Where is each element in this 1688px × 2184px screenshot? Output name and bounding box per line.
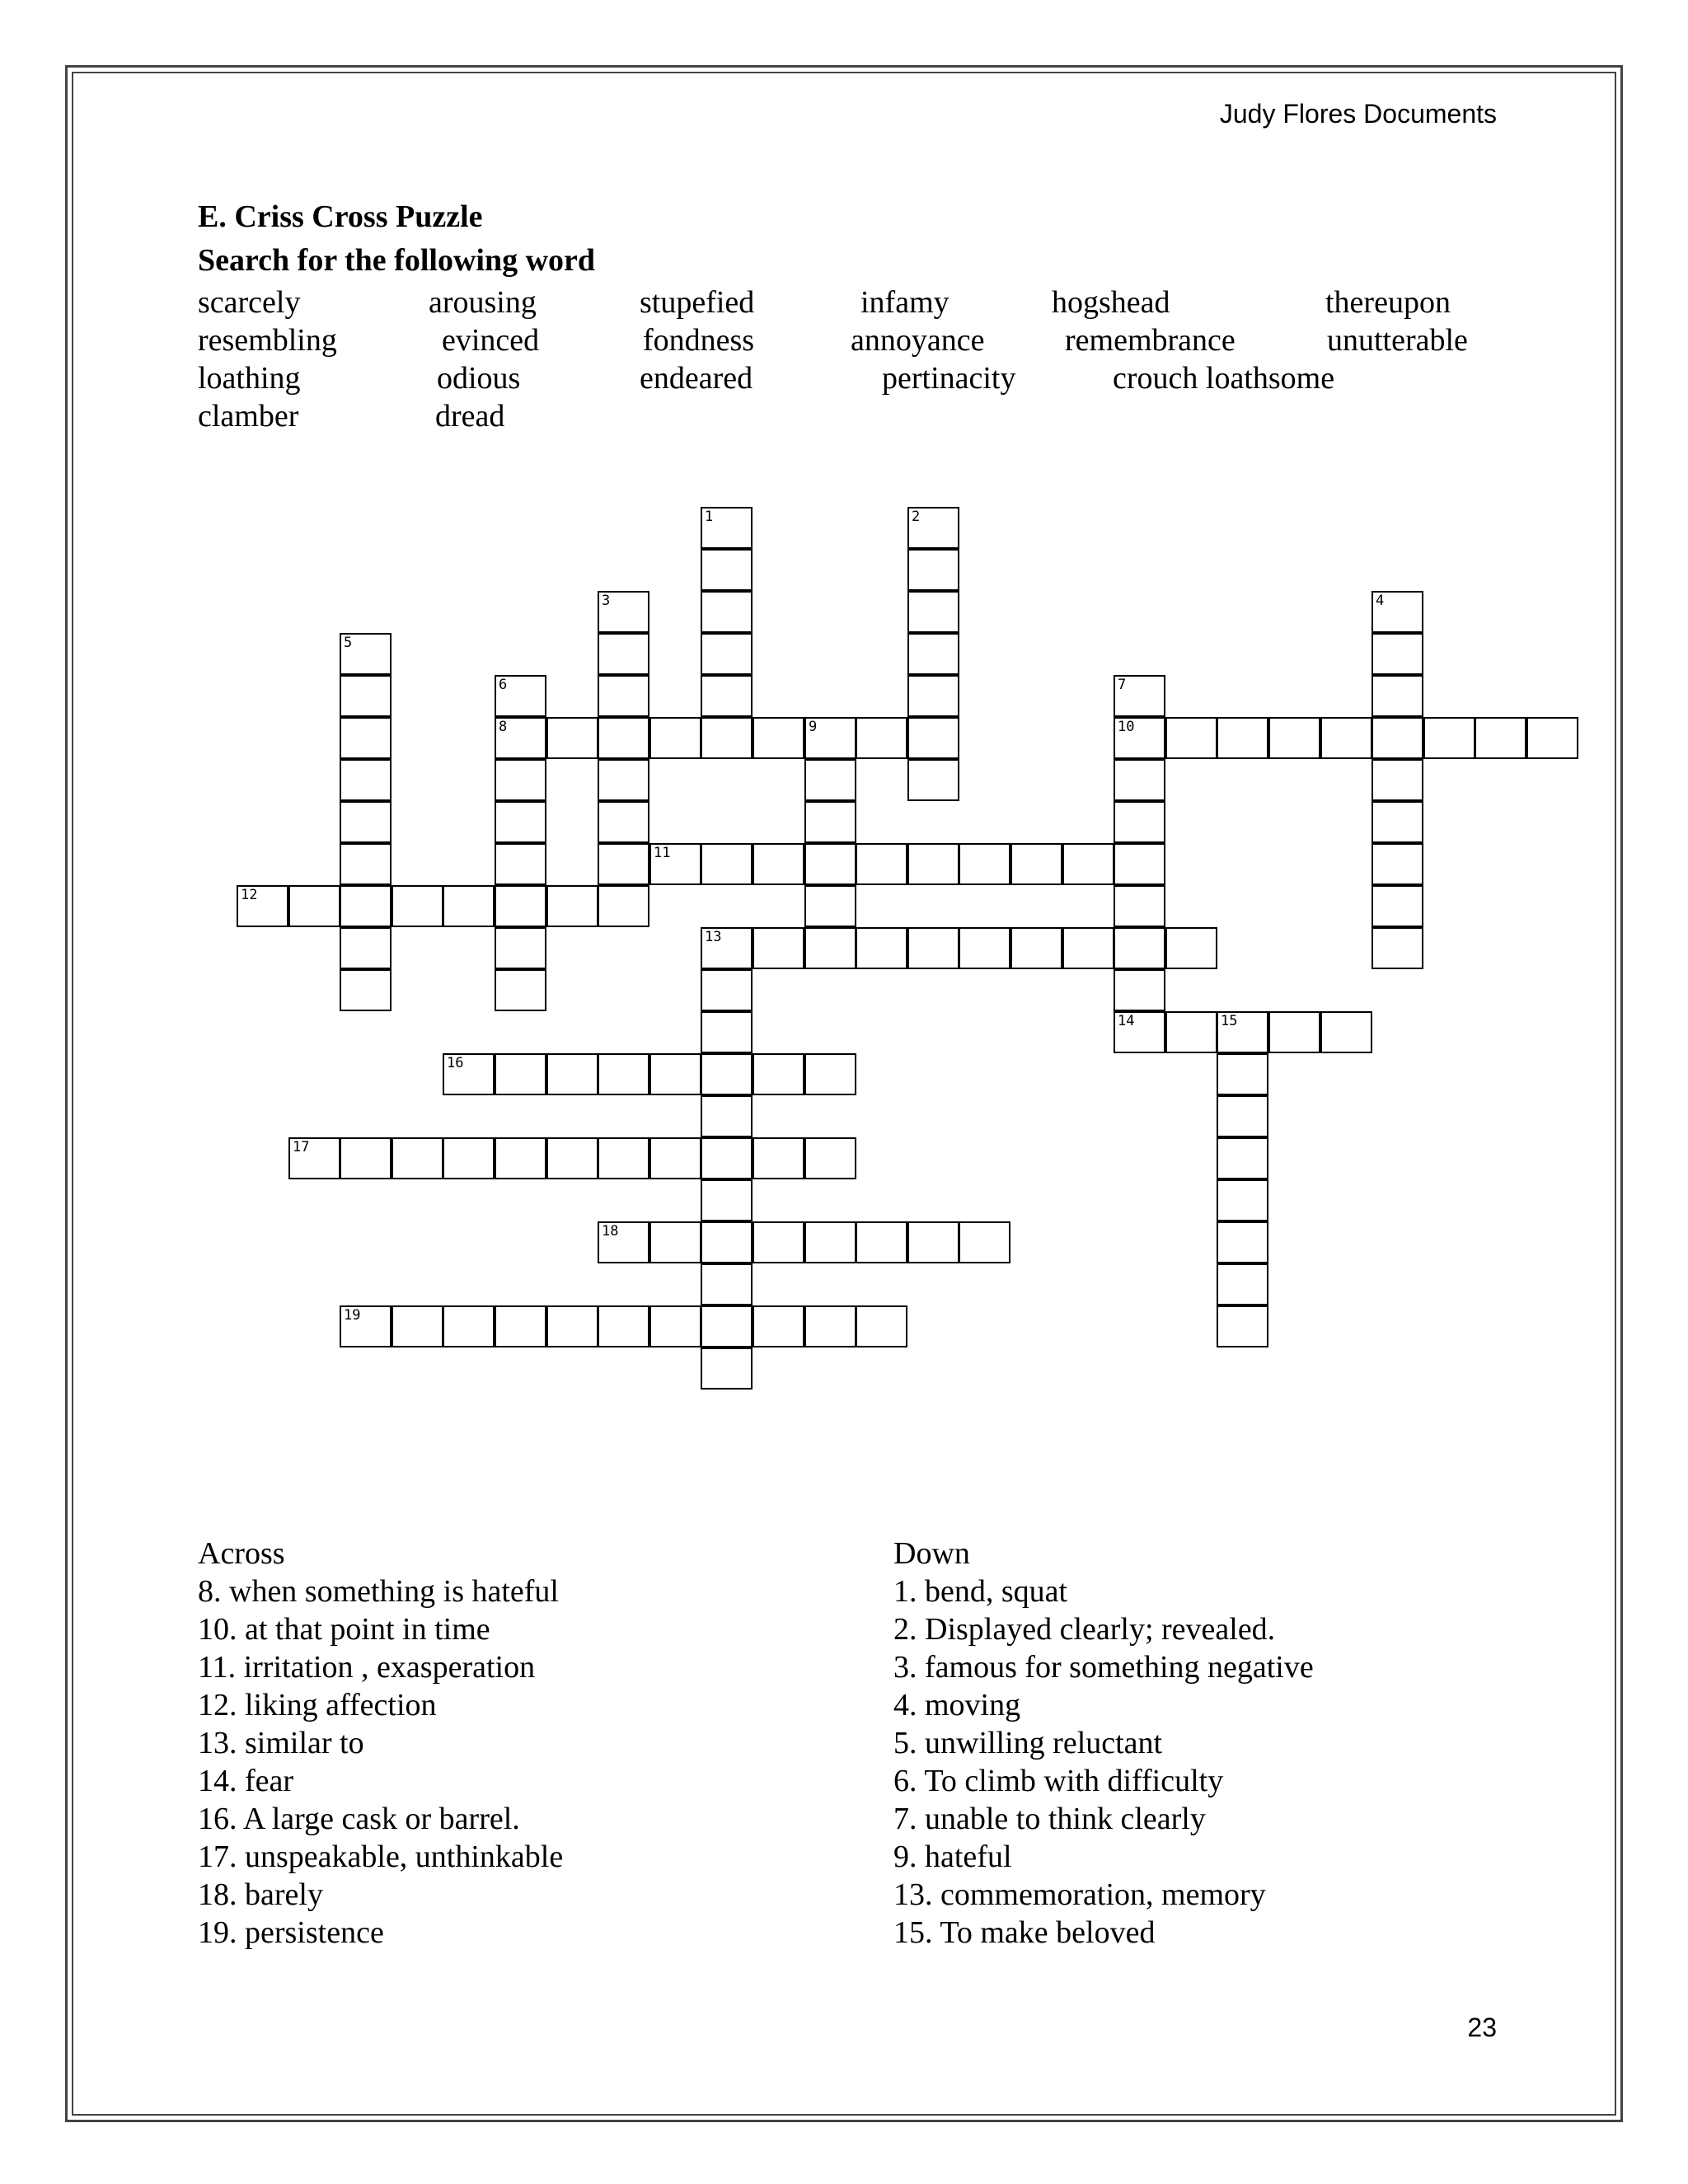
cell-number: 15 [1221, 1013, 1238, 1029]
word-bank-item: unutterable [1327, 323, 1468, 358]
word-bank-item: pertinacity [882, 361, 1016, 396]
grid-cell[interactable] [753, 927, 804, 969]
grid-cell[interactable] [1268, 1011, 1320, 1053]
grid-cell[interactable] [804, 1137, 856, 1179]
grid-cell[interactable] [907, 759, 959, 801]
grid-cell[interactable] [1114, 1011, 1165, 1053]
grid-cell[interactable] [907, 675, 959, 717]
grid-cell[interactable] [907, 591, 959, 633]
grid-cell[interactable] [649, 1305, 701, 1347]
grid-cell[interactable] [1526, 717, 1578, 759]
grid-cell[interactable] [1114, 843, 1165, 885]
clues-across [198, 1535, 563, 1952]
word-bank-item: loathing [198, 361, 301, 396]
grid-cell[interactable] [443, 1137, 495, 1179]
grid-cell[interactable] [907, 717, 959, 759]
cell-number: 7 [1118, 677, 1127, 693]
cell-number: 9 [809, 719, 818, 735]
grid-cell[interactable] [546, 717, 598, 759]
clue-down-item: 4. moving [893, 1688, 1021, 1722]
grid-cell[interactable] [1217, 1263, 1268, 1305]
grid-cell[interactable] [1114, 927, 1165, 969]
grid-cell[interactable] [598, 1221, 649, 1263]
cell-number: 17 [293, 1139, 310, 1155]
grid-cell[interactable] [753, 1221, 804, 1263]
grid-cell[interactable] [907, 843, 959, 885]
grid-cell[interactable] [340, 633, 392, 675]
grid-cell[interactable] [701, 1263, 753, 1305]
grid-cell[interactable] [1165, 717, 1217, 759]
grid-cell[interactable] [495, 1305, 546, 1347]
word-bank-item: fondness [643, 323, 755, 358]
word-bank-item: dread [435, 399, 505, 434]
grid-cell[interactable] [753, 1137, 804, 1179]
grid-cell[interactable] [340, 801, 392, 843]
grid-cell[interactable] [804, 717, 856, 759]
grid-cell[interactable] [907, 1221, 959, 1263]
cell-number: 14 [1118, 1013, 1135, 1029]
clue-across-item: 16. A large cask or barrel. [198, 1802, 520, 1836]
grid-cell[interactable] [340, 1305, 392, 1347]
grid-cell[interactable] [649, 1221, 701, 1263]
cell-number: 4 [1376, 593, 1385, 609]
grid-cell[interactable] [1372, 927, 1423, 969]
grid-cell[interactable] [701, 717, 753, 759]
clues-down [893, 1535, 1314, 1952]
grid-cell[interactable] [392, 1137, 443, 1179]
grid-cell[interactable] [495, 675, 546, 717]
grid-cell[interactable] [598, 843, 649, 885]
grid-cell[interactable] [804, 927, 856, 969]
grid-cell[interactable] [701, 1221, 753, 1263]
cell-number: 6 [499, 677, 508, 693]
clues-down-heading: Down [893, 1536, 970, 1571]
grid-cell[interactable] [1114, 969, 1165, 1011]
grid-cell[interactable] [753, 717, 804, 759]
grid-cell[interactable] [340, 885, 392, 927]
grid-cell[interactable] [701, 1305, 753, 1347]
grid-cell[interactable] [1423, 717, 1475, 759]
grid-cell[interactable] [1372, 675, 1423, 717]
word-bank-item: arousing [429, 285, 537, 320]
grid-cell[interactable] [1010, 843, 1062, 885]
cell-number: 16 [447, 1055, 464, 1071]
grid-cell[interactable] [546, 885, 598, 927]
word-bank-item: stupefied [640, 285, 755, 320]
grid-cell[interactable] [495, 717, 546, 759]
grid-cell[interactable] [495, 1053, 546, 1095]
grid-cell[interactable] [804, 1053, 856, 1095]
grid-cell[interactable] [907, 507, 959, 549]
grid-cell[interactable] [340, 759, 392, 801]
grid-cell[interactable] [1114, 801, 1165, 843]
grid-cell[interactable] [546, 1053, 598, 1095]
clue-down-item: 1. bend, squat [893, 1574, 1068, 1609]
grid-cell[interactable] [701, 1137, 753, 1179]
grid-cell[interactable] [753, 1305, 804, 1347]
grid-cell[interactable] [598, 591, 649, 633]
grid-cell[interactable] [1372, 717, 1423, 759]
puzzle-title: E. Criss Cross Puzzle [198, 199, 483, 234]
grid-cell[interactable] [1165, 1011, 1217, 1053]
grid-cell[interactable] [392, 1305, 443, 1347]
grid-cell[interactable] [804, 885, 856, 927]
grid-cell[interactable] [1062, 843, 1114, 885]
grid-cell[interactable] [495, 969, 546, 1011]
grid-cell[interactable] [288, 1137, 340, 1179]
grid-cell[interactable] [495, 759, 546, 801]
grid-cell[interactable] [340, 969, 392, 1011]
grid-cell[interactable] [1114, 717, 1165, 759]
cell-number: 10 [1118, 719, 1135, 735]
grid-cell[interactable] [340, 717, 392, 759]
clue-down-item: 15. To make beloved [893, 1915, 1156, 1950]
word-bank-item: evinced [442, 323, 540, 358]
cell-number: 8 [499, 719, 508, 735]
grid-cell[interactable] [1320, 1011, 1372, 1053]
grid-cell[interactable] [701, 633, 753, 675]
word-bank-item: hogshead [1052, 285, 1170, 320]
grid-cell[interactable] [495, 843, 546, 885]
grid-cell[interactable] [1114, 675, 1165, 717]
word-bank-item: endeared [640, 361, 753, 396]
grid-cell[interactable] [237, 885, 288, 927]
grid-cell[interactable] [701, 675, 753, 717]
grid-cell[interactable] [598, 885, 649, 927]
page-number: 23 [1467, 2013, 1497, 2042]
clue-down-item: 13. commemoration, memory [893, 1877, 1266, 1912]
word-bank-item: remembrance [1065, 323, 1236, 358]
grid-cell[interactable] [1010, 927, 1062, 969]
cell-number: 13 [705, 929, 722, 945]
grid-cell[interactable] [598, 801, 649, 843]
clue-across-item: 18. barely [198, 1877, 323, 1912]
grid-cell[interactable] [856, 717, 907, 759]
clue-down-item: 2. Displayed clearly; revealed. [893, 1612, 1276, 1647]
grid-cell[interactable] [598, 717, 649, 759]
grid-cell[interactable] [701, 927, 753, 969]
grid-cell[interactable] [495, 801, 546, 843]
grid-cell[interactable] [701, 969, 753, 1011]
grid-cell[interactable] [1217, 1095, 1268, 1137]
grid-cell[interactable] [1372, 759, 1423, 801]
grid-cell[interactable] [856, 1221, 907, 1263]
grid-cell[interactable] [546, 1137, 598, 1179]
word-bank-item: thereupon [1325, 285, 1451, 320]
grid-cell[interactable] [804, 1221, 856, 1263]
clue-across-item: 8. when something is hateful [198, 1574, 559, 1609]
grid-cell[interactable] [1217, 717, 1268, 759]
grid-cell[interactable] [649, 843, 701, 885]
grid-cell[interactable] [598, 1305, 649, 1347]
puzzle-instructions: Search for the following word [198, 243, 596, 278]
clue-down-item: 7. unable to think clearly [893, 1802, 1206, 1836]
grid-cell[interactable] [649, 1137, 701, 1179]
word-bank-item: resembling [198, 323, 337, 358]
clue-across-item: 12. liking affection [198, 1688, 437, 1722]
grid-cell[interactable] [495, 927, 546, 969]
grid-cell[interactable] [1320, 717, 1372, 759]
grid-cell[interactable] [701, 1095, 753, 1137]
clue-down-item: 9. hateful [893, 1840, 1012, 1874]
grid-cell[interactable] [753, 843, 804, 885]
grid-cell[interactable] [495, 885, 546, 927]
grid-cell[interactable] [392, 885, 443, 927]
grid-cell[interactable] [907, 549, 959, 591]
clue-across-item: 19. persistence [198, 1915, 384, 1950]
grid-cell[interactable] [1217, 1305, 1268, 1347]
grid-cell[interactable] [959, 1221, 1010, 1263]
grid-cell[interactable] [701, 1053, 753, 1095]
grid-cell[interactable] [701, 591, 753, 633]
word-bank-item: odious [437, 361, 521, 396]
word-bank-item: crouch loathsome [1113, 361, 1335, 396]
grid-cell[interactable] [598, 633, 649, 675]
grid-cell[interactable] [804, 759, 856, 801]
grid-cell[interactable] [340, 927, 392, 969]
grid-cell[interactable] [340, 675, 392, 717]
grid-cell[interactable] [598, 1137, 649, 1179]
grid-cell[interactable] [1475, 717, 1526, 759]
grid-cell[interactable] [804, 1305, 856, 1347]
grid-cell[interactable] [856, 1305, 907, 1347]
word-bank-item: clamber [198, 399, 299, 434]
grid-cell[interactable] [1217, 1179, 1268, 1221]
cell-number: 12 [241, 887, 258, 903]
grid-cell[interactable] [1372, 885, 1423, 927]
grid-cell[interactable] [959, 843, 1010, 885]
cell-number: 19 [344, 1307, 361, 1324]
grid-cell[interactable] [1114, 885, 1165, 927]
grid-cell[interactable] [649, 717, 701, 759]
grid-cell[interactable] [701, 1011, 753, 1053]
grid-cell[interactable] [959, 927, 1010, 969]
clue-across-item: 11. irritation , exasperation [198, 1650, 536, 1685]
grid-cell[interactable] [443, 885, 495, 927]
cell-number: 3 [602, 593, 611, 609]
cell-number: 5 [344, 635, 353, 651]
clue-down-item: 5. unwilling reluctant [893, 1726, 1163, 1760]
grid-cell[interactable] [1217, 1053, 1268, 1095]
grid-cell[interactable] [1372, 801, 1423, 843]
clues-across-heading: Across [198, 1536, 285, 1571]
clue-across-item: 13. similar to [198, 1726, 364, 1760]
clue-across-item: 14. fear [198, 1764, 294, 1798]
grid-cell[interactable] [701, 507, 753, 549]
grid-cell[interactable] [1165, 927, 1217, 969]
grid-cell[interactable] [1268, 717, 1320, 759]
grid-cell[interactable] [598, 1053, 649, 1095]
grid-cell[interactable] [1372, 843, 1423, 885]
grid-cell[interactable] [701, 549, 753, 591]
grid-cell[interactable] [546, 1305, 598, 1347]
grid-cell[interactable] [804, 843, 856, 885]
grid-cell[interactable] [495, 1137, 546, 1179]
grid-cell[interactable] [804, 801, 856, 843]
clue-across-item: 10. at that point in time [198, 1612, 490, 1647]
grid-cell[interactable] [753, 1053, 804, 1095]
clue-across-item: 17. unspeakable, unthinkable [198, 1840, 564, 1874]
grid-cell[interactable] [1062, 927, 1114, 969]
grid-cell[interactable] [701, 1347, 753, 1390]
grid-cell[interactable] [1114, 759, 1165, 801]
grid-cell[interactable] [1217, 1221, 1268, 1263]
cell-number: 2 [912, 509, 921, 525]
grid-cell[interactable] [1372, 591, 1423, 633]
grid-cell[interactable] [340, 1137, 392, 1179]
word-bank-item: infamy [860, 285, 950, 320]
document-header: Judy Flores Documents [1219, 99, 1497, 129]
word-bank-item: scarcely [198, 285, 301, 320]
grid-cell[interactable] [1372, 633, 1423, 675]
grid-cell[interactable] [340, 843, 392, 885]
grid-cell[interactable] [443, 1305, 495, 1347]
grid-cell[interactable] [443, 1053, 495, 1095]
clue-down-item: 3. famous for something negative [893, 1650, 1314, 1685]
cell-number: 18 [602, 1223, 619, 1240]
grid-cell[interactable] [1217, 1011, 1268, 1053]
grid-cell[interactable] [856, 843, 907, 885]
grid-cell[interactable] [1217, 1137, 1268, 1179]
grid-cell[interactable] [701, 1179, 753, 1221]
cell-number: 11 [654, 845, 671, 861]
grid-cell[interactable] [649, 1053, 701, 1095]
grid-cell[interactable] [701, 843, 753, 885]
grid-cell[interactable] [907, 927, 959, 969]
grid-cell[interactable] [288, 885, 340, 927]
grid-cell[interactable] [907, 633, 959, 675]
clue-down-item: 6. To climb with difficulty [893, 1764, 1224, 1798]
grid-cell[interactable] [598, 759, 649, 801]
cell-number: 1 [705, 509, 714, 525]
grid-cell[interactable] [598, 675, 649, 717]
word-bank-item: annoyance [851, 323, 985, 358]
grid-cell[interactable] [856, 927, 907, 969]
